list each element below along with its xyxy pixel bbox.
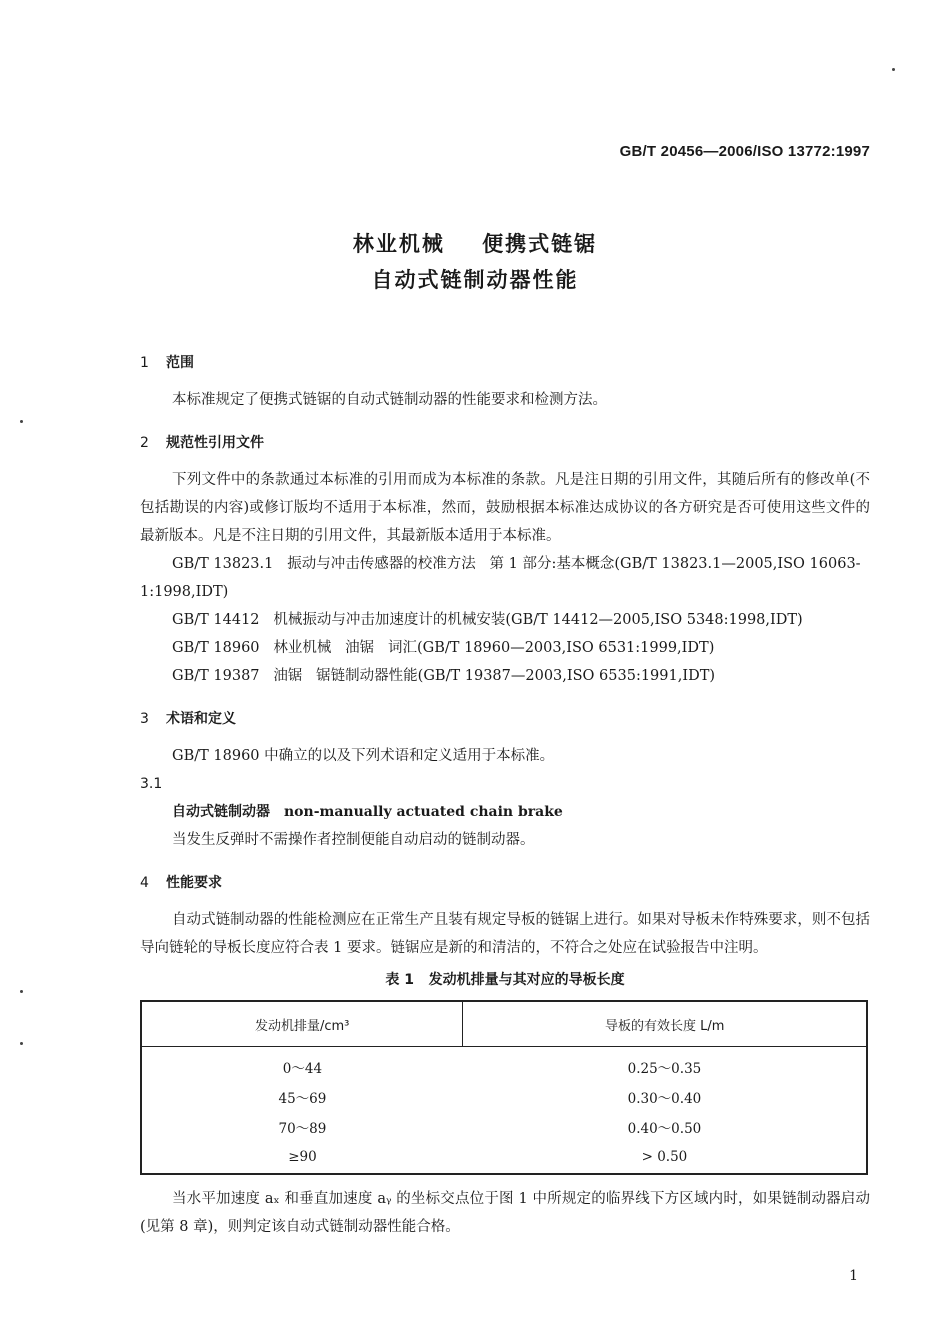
section-number: 2 bbox=[140, 435, 149, 451]
length-cell: > 0.50 bbox=[463, 1142, 867, 1174]
table-1 bbox=[140, 1000, 868, 1175]
section-number: 4 bbox=[140, 875, 149, 891]
document-body bbox=[140, 348, 870, 1241]
length-cell: 0.25～0.35 bbox=[463, 1047, 867, 1083]
standard-number: GB/T 20456—2006/ISO 13772:1997 bbox=[619, 143, 870, 160]
column-header-displacement: 发动机排量/cm³ bbox=[141, 1001, 463, 1047]
section-number: 1 bbox=[140, 355, 149, 371]
scan-speck bbox=[20, 1042, 23, 1045]
scan-speck bbox=[20, 420, 23, 423]
term-number: 3.1 bbox=[140, 776, 163, 792]
section-title: 规范性引用文件 bbox=[166, 435, 264, 451]
section-title: 性能要求 bbox=[166, 875, 222, 891]
section-1-text: 本标准规定了便携式链锯的自动式链制动器的性能要求和检测方法。 bbox=[172, 392, 607, 408]
table-row bbox=[141, 1142, 867, 1174]
scan-speck bbox=[20, 990, 23, 993]
term-entry bbox=[140, 798, 870, 826]
term-zh: 自动式链制动器 bbox=[172, 804, 270, 820]
length-cell: 0.30～0.40 bbox=[463, 1082, 867, 1112]
section-3-text: GB/T 18960 中确立的以及下列术语和定义适用于本标准。 bbox=[172, 748, 555, 764]
title-line-2: 自动式链制动器性能 bbox=[371, 268, 579, 292]
table-row bbox=[141, 1047, 867, 1083]
section-2-text: 下列文件中的条款通过本标准的引用而成为本标准的条款。凡是注日期的引用文件，其随后所有的修改单(不包括勘误的内容)或修订版均不适用于本标准，然而，鼓励根据本标准达成协议的各方研究是否可使用这些文件的最新版本。凡是不注日期的引用文件，其最新版本适用于本标准。 bbox=[140, 472, 870, 544]
table-row bbox=[141, 1082, 867, 1112]
column-header-guide-bar-length: 导板的有效长度 L/m bbox=[463, 1001, 867, 1047]
section-1-heading bbox=[140, 348, 870, 378]
normative-reference: GB/T 14412 机械振动与冲击加速度计的机械安装(GB/T 14412—2005,ISO 5348:1998,IDT) bbox=[172, 612, 803, 628]
term-definition: 当发生反弹时不需操作者控制便能自动启动的链制动器。 bbox=[172, 832, 535, 848]
normative-reference: GB/T 19387 油锯 锯链制动器性能(GB/T 19387—2003,ISO 6535:1991,IDT) bbox=[172, 668, 716, 684]
section-4-after-table-text: 当水平加速度 aₓ 和垂直加速度 aᵧ 的坐标交点位于图 1 中所规定的临界线下方区域内时，如果链制动器启动(见第 8 章)，则判定该自动式链制动器性能合格。 bbox=[140, 1191, 870, 1235]
length-cell: 0.40～0.50 bbox=[463, 1112, 867, 1142]
term-en: non-manually actuated chain brake bbox=[284, 804, 563, 820]
section-2-heading bbox=[140, 428, 870, 458]
table-1-title: 表 1 发动机排量与其对应的导板长度 bbox=[385, 972, 625, 988]
section-3-heading bbox=[140, 704, 870, 734]
section-4-heading bbox=[140, 868, 870, 898]
scan-speck bbox=[892, 68, 895, 71]
page-number: 1 bbox=[849, 1268, 858, 1284]
normative-reference: GB/T 18960 林业机械 油锯 词汇(GB/T 18960—2003,ISO 6531:1999,IDT) bbox=[172, 640, 715, 656]
section-title: 范围 bbox=[166, 355, 194, 371]
normative-reference: GB/T 13823.1 振动与冲击传感器的校准方法 第 1 部分:基本概念(GB/T 13823.1—2005,ISO 16063-1:1998,IDT) bbox=[140, 556, 861, 600]
displacement-cell: 45～69 bbox=[141, 1082, 463, 1112]
section-number: 3 bbox=[140, 711, 149, 727]
section-title: 术语和定义 bbox=[166, 711, 236, 727]
displacement-cell: ≥90 bbox=[141, 1142, 463, 1174]
section-4-text: 自动式链制动器的性能检测应在正常生产且装有规定导板的链锯上进行。如果对导板未作特殊要求，则不包括导向链轮的导板长度应符合表 1 要求。链锯应是新的和清洁的，不符合之处应在试验报告中注明。 bbox=[140, 912, 870, 956]
displacement-cell: 0～44 bbox=[141, 1047, 463, 1083]
displacement-cell: 70～89 bbox=[141, 1112, 463, 1142]
table-row bbox=[141, 1112, 867, 1142]
title-line-1: 林业机械 便携式链锯 bbox=[352, 232, 598, 256]
